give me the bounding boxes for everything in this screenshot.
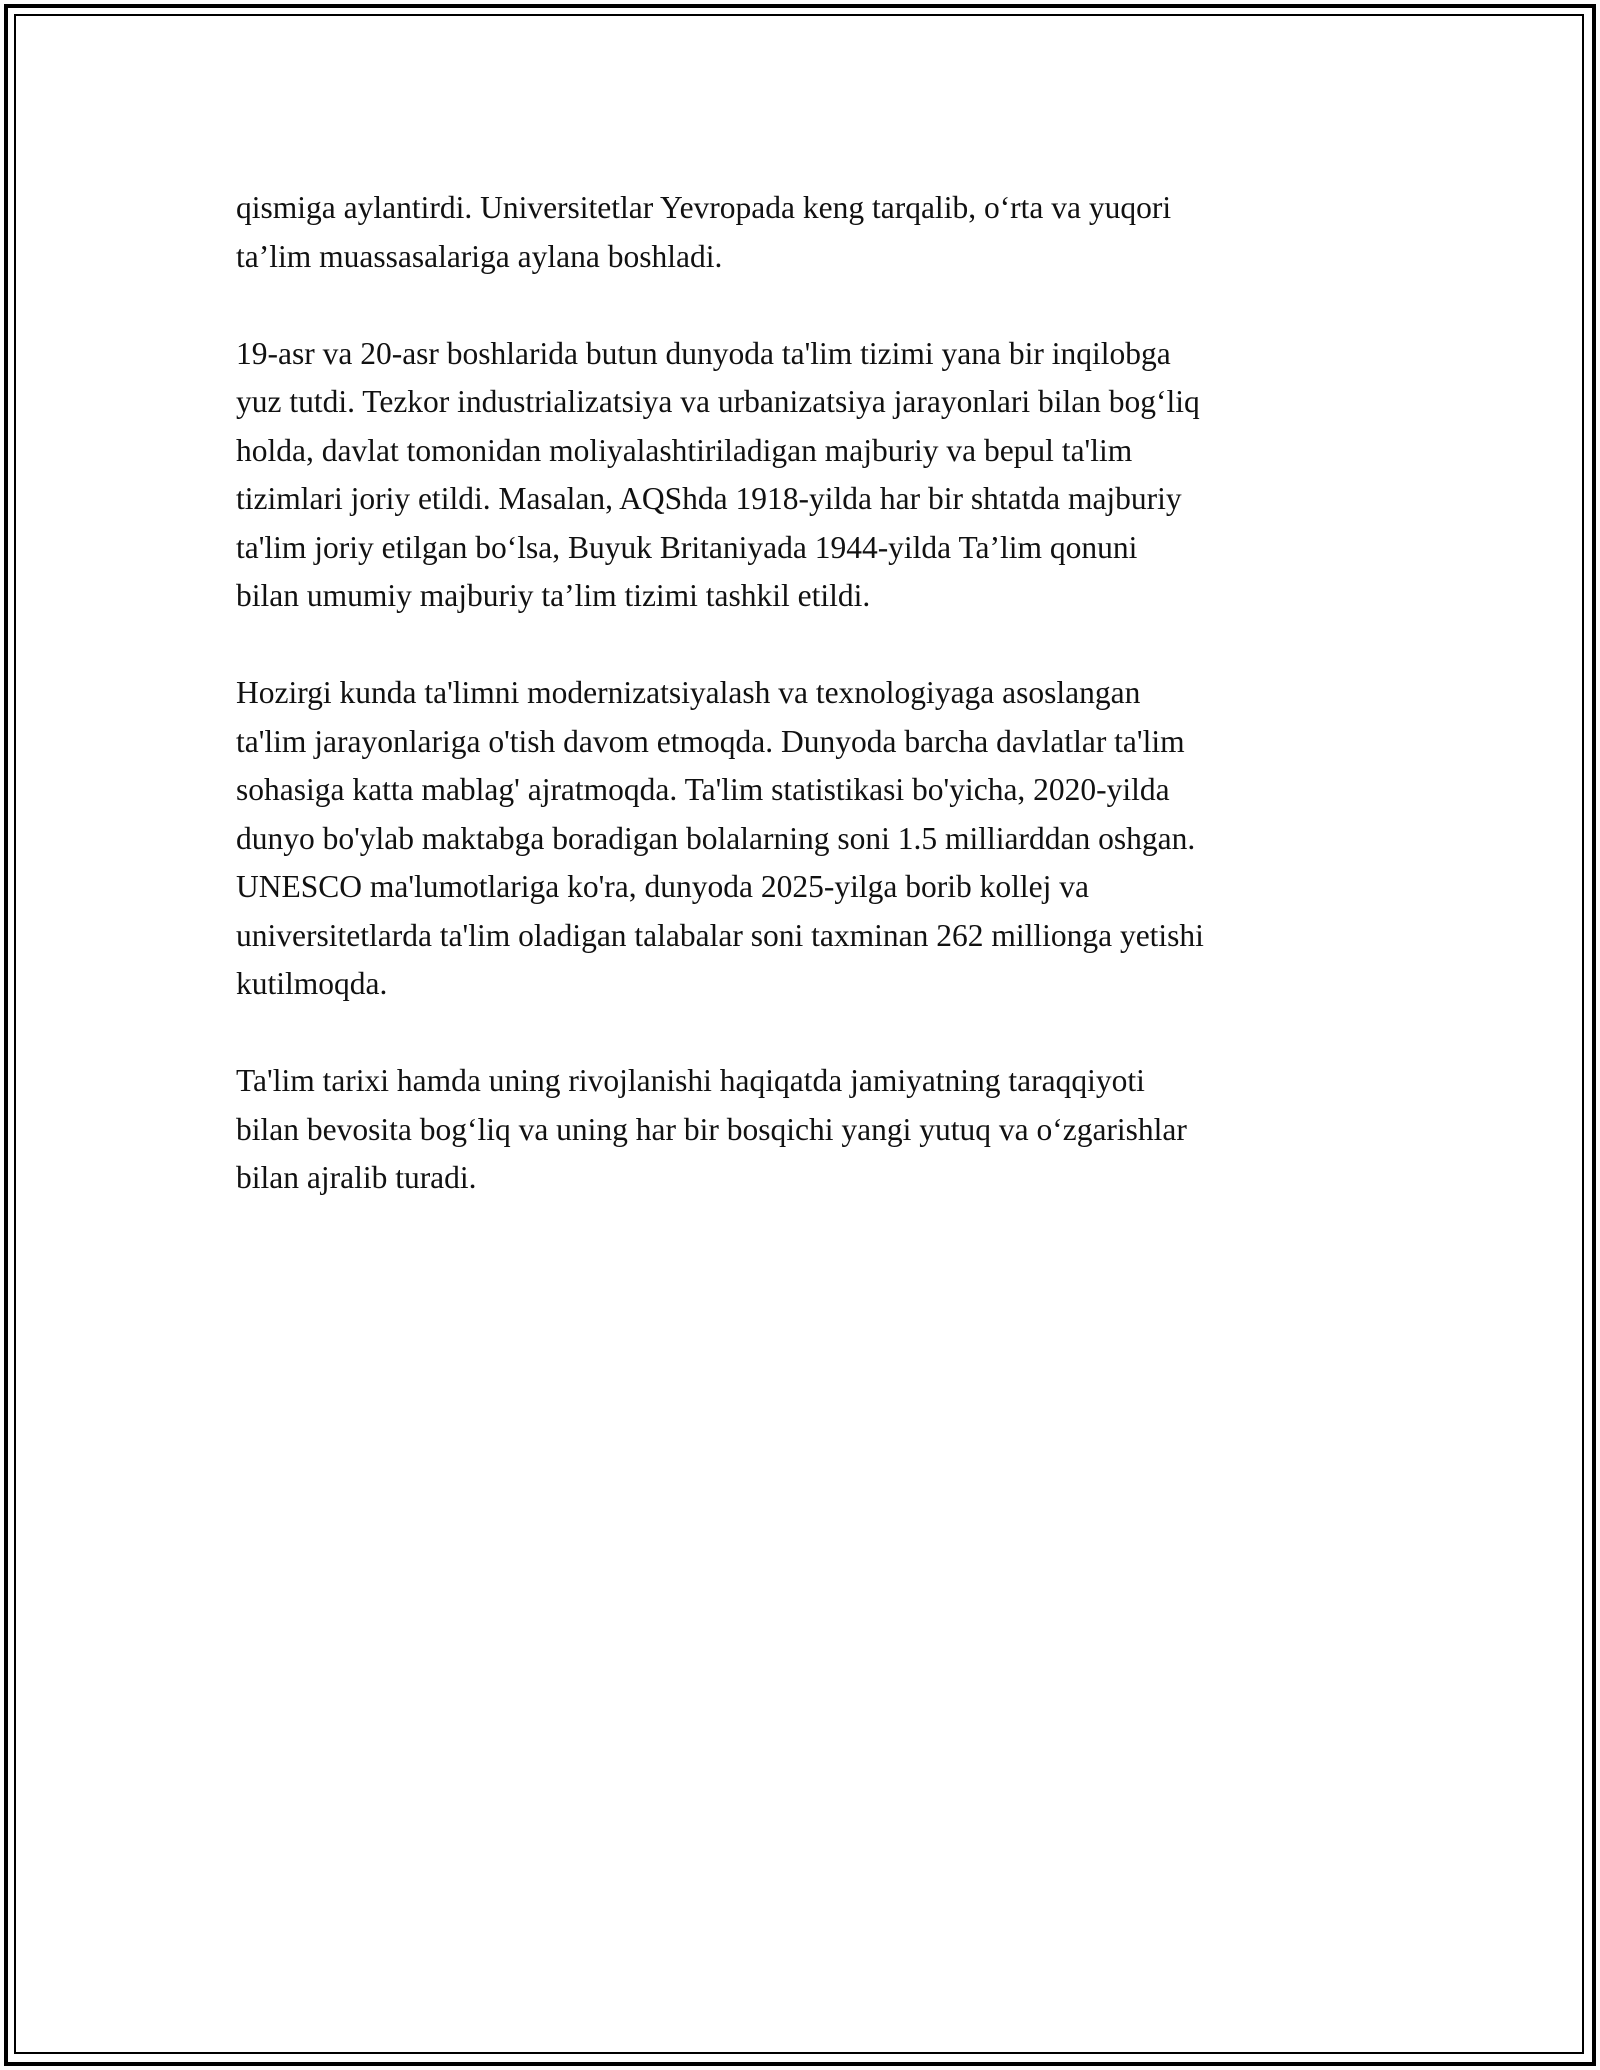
text-line: sohasiga katta mablag' ajratmoqda. Ta'lim statistikasi bo'yicha, 2020-yilda [236,772,1170,807]
text-line: bilan umumiy majburiy ta’lim tizimi tashkil etildi. [236,578,871,613]
text-line: Ta'lim tarixi hamda uning rivojlanishi haqiqatda jamiyatning taraqqiyoti [236,1063,1145,1098]
text-line: 19-asr va 20-asr boshlarida butun dunyoda ta'lim tizimi yana bir inqilobga [236,335,1171,371]
text-line: universitetlarda ta'lim oladigan talabalar soni taxminan 262 millionga yetishi [236,917,1204,953]
text-line: holda, davlat tomonidan moliyalashtiriladigan majburiy va bepul ta'lim [236,432,1133,468]
text-line: bilan bevosita bog‘liq va uning har bir bosqichi yangi yutuq va o‘zgarishlar [236,1111,1187,1147]
paragraph-universities [236,184,1366,281]
paragraph-modernization [236,669,1366,1009]
text-line: tizimlari joriy etildi. Masalan, AQShda 1918-yilda har bir shtatda majburiy [236,481,1182,516]
text-line: yuz tutdi. Tezkor industrializatsiya va urbanizatsiya jarayonlari bilan bog‘liq [236,384,1200,419]
text-line: ta'lim joriy etilgan bo‘lsa, Buyuk Britaniyada 1944-yilda Ta’lim qonuni [236,529,1138,565]
text-line: kutilmoqda. [236,966,388,1001]
text-line: Hozirgi kunda ta'limni modernizatsiyalash va texnologiyaga asoslangan [236,675,1141,710]
text-line: dunyo bo'ylab maktabga boradigan bolalarning soni 1.5 milliarddan oshgan. [236,820,1196,856]
text-line: ta’lim muassasalariga aylana boshladi. [236,238,723,274]
text-line: bilan ajralib turadi. [236,1160,477,1195]
text-line: UNESCO ma'lumotlariga ko'ra, dunyoda 2025-yilga borib kollej va [236,869,1089,904]
text-line: ta'lim jarayonlariga o'tish davom etmoqda. Dunyoda barcha davlatlar ta'lim [236,723,1185,759]
text-line: qismiga aylantirdi. Universitetlar Yevropada keng tarqalib, o‘rta va yuqori [236,190,1172,225]
paragraph-conclusion [236,1057,1366,1203]
document-body [236,184,1366,1251]
paragraph-19th-20th-century [236,330,1366,621]
